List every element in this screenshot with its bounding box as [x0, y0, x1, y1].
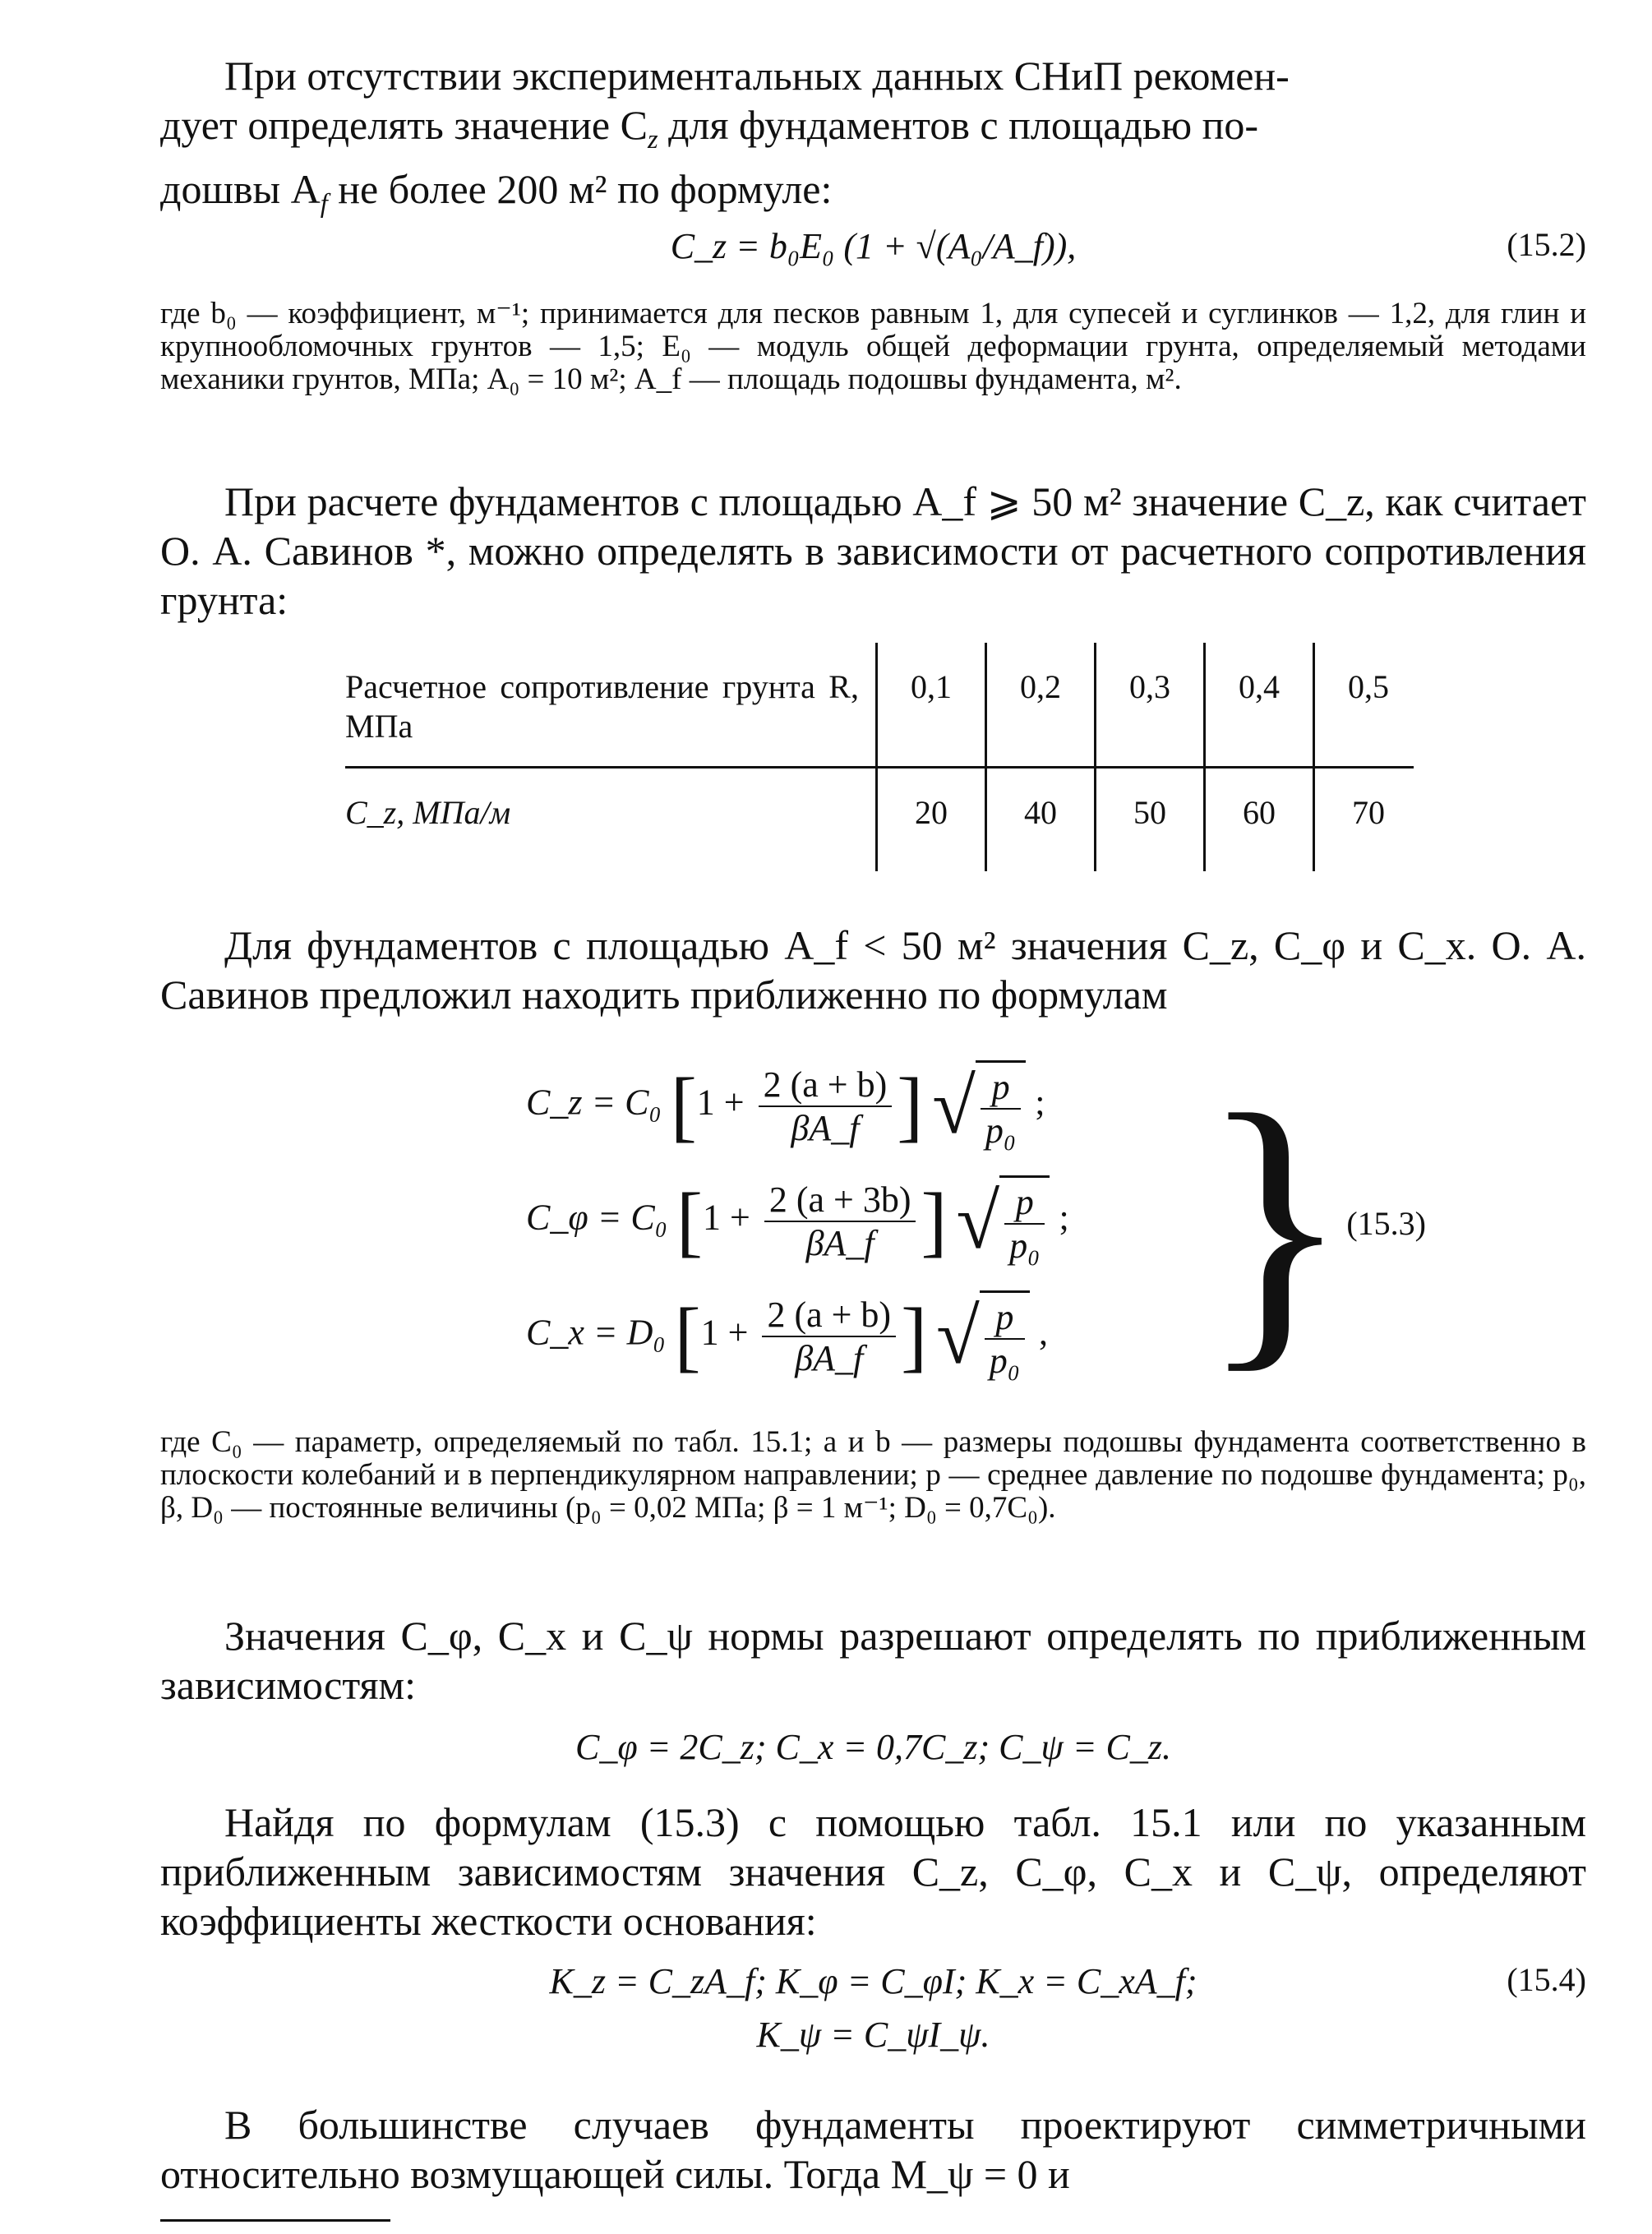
formula-end: ,	[1039, 1312, 1049, 1353]
table-cell: 40	[985, 769, 1094, 871]
table-cell: 20	[875, 769, 985, 871]
formula-15-2-number: (15.2)	[1507, 226, 1586, 263]
fraction	[762, 1294, 896, 1379]
square-root: √ $\frac{p}{\text{p₀}}$	[932, 1060, 1026, 1152]
fraction	[1004, 1181, 1045, 1267]
paragraph-4: Значения C_φ, C_x и C_ψ нормы разрешают определять по приближенным зависимостям:	[160, 1613, 1587, 1708]
table-cell: 0,5	[1313, 643, 1422, 766]
formula-15-2	[160, 225, 1586, 267]
formula-15-4-second	[160, 2014, 1586, 2056]
fraction-numerator: p	[985, 1296, 1025, 1340]
table-cell: 70	[1313, 769, 1422, 871]
table-cell: 0,1	[875, 643, 985, 766]
p1-line3-rest: не более 200 м² по формуле:	[327, 166, 833, 212]
table-cell: 50	[1094, 769, 1203, 871]
square-root: √ $\frac{p}{\text{p₀}}$	[936, 1290, 1030, 1382]
fraction-numerator: p	[1004, 1181, 1045, 1225]
formula-15-3-line	[526, 1060, 1045, 1152]
paragraph-3: Для фундаментов с площадью A_f < 50 м² значения C_z, C_φ и C_x. О. А. Савинов предложил находить приближенно по формулам	[160, 922, 1586, 1018]
fraction	[981, 1066, 1021, 1152]
resistance-table	[345, 643, 1537, 871]
table-row-label: C_z, МПа/м	[345, 794, 511, 831]
paragraph-2: При расчете фундаментов с площадью A_f ⩾ 50 м² значение C_z, как считает О. А. Савинов *, можно определять в зависимости от расчетного сопротивления грунта:	[160, 478, 1586, 623]
p1-line2-sub: z	[647, 125, 658, 155]
table-row	[345, 769, 1537, 871]
p1-line2: дует определять значение C	[160, 102, 648, 148]
formula-approx	[160, 1726, 1586, 1768]
p1-line3: дошвы A	[160, 166, 321, 212]
table-cell: 0,4	[1203, 643, 1313, 766]
table-row	[345, 643, 1537, 766]
formula-15-4-line1: K_z = C_zA_f; K_φ = C_φI; K_x = C_xA_f;	[549, 1961, 1197, 2001]
right-bracket: ]	[897, 1061, 924, 1150]
table-cell: 0,3	[1094, 643, 1203, 766]
right-bracket: ]	[921, 1176, 948, 1265]
formula-end: ;	[1059, 1197, 1069, 1238]
formula-15-2-text: C_z = b₀E₀ (1 + √(A₀/A_f)),	[670, 226, 1077, 266]
left-bracket: [	[670, 1061, 697, 1150]
paragraph-1	[160, 51, 1586, 228]
fraction	[759, 1064, 893, 1149]
p1-line2-rest: для фундаментов с площадью по-	[658, 102, 1259, 148]
fraction-denominator: βA_f	[791, 1107, 860, 1148]
formula-approx-text: C_φ = 2C_z; C_x = 0,7C_z; C_ψ = C_z.	[575, 1727, 1172, 1767]
fraction-numerator: 2 (a + b)	[759, 1064, 893, 1107]
formula-15-4-line2: K_ψ = C_ψI_ψ.	[756, 2015, 990, 2055]
formula-15-4	[160, 1960, 1586, 2002]
formula-15-3-line	[526, 1290, 1048, 1382]
formula-15-4-number: (15.4)	[1507, 1961, 1586, 1998]
fraction-denominator: p₀	[989, 1341, 1021, 1381]
fraction-numerator: 2 (a + 3b)	[764, 1179, 916, 1222]
fraction	[764, 1179, 916, 1264]
fraction-numerator: 2 (a + b)	[762, 1294, 896, 1337]
p1-line1: При отсутствии экспериментальных данных СНиП рекомен-	[224, 53, 1290, 99]
formula-lhs: C_z = C₀	[526, 1082, 662, 1123]
formula-15-3-number: (15.3)	[1346, 1205, 1426, 1242]
right-bracket: ]	[901, 1291, 928, 1380]
formula-lhs: C_x = D₀	[526, 1312, 666, 1353]
one-plus: 1 +	[696, 1082, 745, 1123]
fraction	[985, 1296, 1025, 1382]
table-header-label: Расчетное сопротивление грунта R, МПа	[345, 668, 859, 745]
note-2: где C₀ — параметр, определяемый по табл. 15.1; a и b — размеры подошвы фундамента соответственно в плоскости колебаний и в перпендикулярном направлении; p — среднее давление по подошве фундамента; p₀, β, D₀ — постоянные величины (p₀ = 0,02 МПа; β = 1 м⁻¹; D₀ = 0,7C₀).	[160, 1425, 1586, 1525]
paragraph-5: Найдя по формулам (15.3) с помощью табл. 15.1 или по указанным приближенным зависимостям значения C_z, C_φ, C_x и C_ψ, определяют коэффициенты жесткости основания:	[160, 1799, 1586, 1944]
one-plus: 1 +	[703, 1197, 750, 1238]
paragraph-6: В большинстве случаев фундаменты проектируют симметричными относительно возмущающей силы. Тогда M_ψ = 0 и	[160, 2102, 1586, 2197]
fraction-denominator: βA_f	[795, 1337, 864, 1378]
right-brace: }	[1200, 1051, 1350, 1397]
formula-15-3	[362, 1051, 1426, 1401]
fraction-numerator: p	[981, 1066, 1021, 1110]
footnote-rule	[160, 2219, 390, 2222]
square-root: √ $\frac{p}{\text{p₀}}$	[956, 1175, 1050, 1267]
left-bracket: [	[676, 1176, 703, 1265]
fraction-denominator: p₀	[985, 1110, 1017, 1151]
formula-end: ;	[1035, 1082, 1045, 1123]
formula-15-3-line	[526, 1175, 1069, 1267]
fraction-denominator: p₀	[1009, 1225, 1041, 1266]
one-plus: 1 +	[700, 1312, 749, 1353]
p1-line3-sub: f	[320, 189, 328, 219]
left-bracket: [	[674, 1291, 701, 1380]
table-cell: 60	[1203, 769, 1313, 871]
table-cell: 0,2	[985, 643, 1094, 766]
formula-lhs: C_φ = C₀	[526, 1197, 668, 1238]
note-1: где b₀ — коэффициент, м⁻¹; принимается для песков равным 1, для супесей и суглинков — 1,2, для глин и крупнообломочных грунтов — 1,5; E₀ — модуль общей деформации грунта, определяемый методами механики грунтов, МПа; A₀ = 10 м²; A_f — площадь подошвы фундамента, м².	[160, 297, 1586, 396]
fraction-denominator: βA_f	[805, 1222, 874, 1263]
